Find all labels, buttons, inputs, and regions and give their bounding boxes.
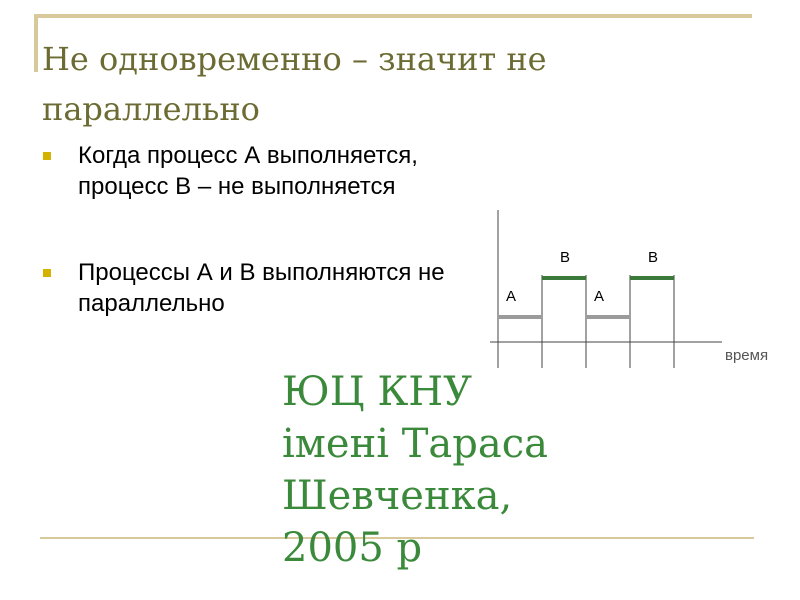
- bullet-square-icon: [43, 269, 51, 277]
- bullet-item: [40, 140, 460, 202]
- bullet-text: Когда процесс А выполняется, процесс В – не выполняется: [78, 142, 418, 200]
- bullet-text: Процессы А и В выполняются не параллельно: [78, 259, 445, 317]
- segment-label: В: [560, 249, 571, 266]
- segment-label: В: [648, 249, 659, 266]
- bullet-list: [40, 140, 460, 319]
- frame-left-line: [34, 14, 38, 72]
- watermark-text: ЮЦ КНУ імені Тараса Шевченка, 2005 р: [282, 369, 548, 571]
- segment-label: А: [594, 288, 605, 305]
- bullet-item: [40, 257, 460, 319]
- segment-label: А: [506, 288, 517, 305]
- bullet-square-icon: [43, 152, 51, 160]
- process-timeline-diagram: [480, 200, 790, 370]
- axis-label-time: время: [725, 347, 769, 364]
- slide-title: Не одновременно – значит не параллельно: [42, 40, 547, 128]
- frame-top-line: [34, 14, 752, 18]
